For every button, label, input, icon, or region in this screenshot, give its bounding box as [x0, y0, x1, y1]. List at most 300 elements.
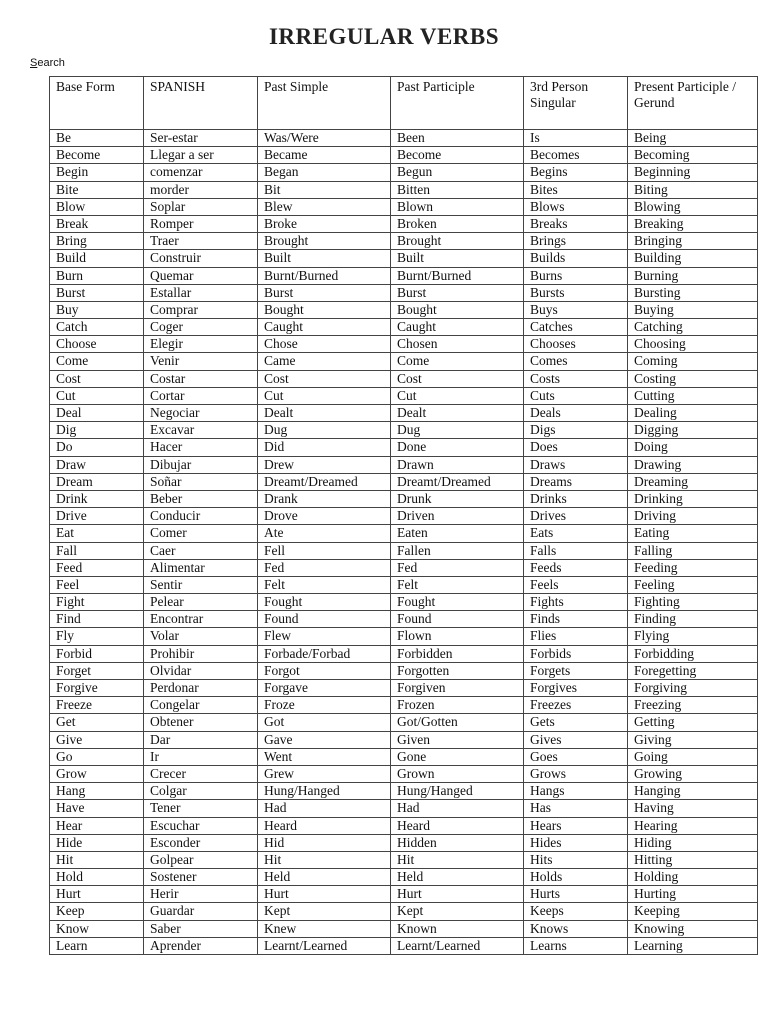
table-row [50, 422, 758, 439]
spanish-cell: comenzar [144, 164, 258, 181]
past-simple-cell: Had [258, 800, 391, 817]
spanish-cell: Aprender [144, 937, 258, 954]
gerund-cell: Learning [628, 937, 758, 954]
spanish-cell: Dibujar [144, 456, 258, 473]
past-simple-cell: Felt [258, 576, 391, 593]
past-participle-cell: Heard [391, 817, 524, 834]
table-row [50, 851, 758, 868]
base-form-cell: Freeze [50, 697, 144, 714]
third-person-cell: Deals [524, 405, 628, 422]
gerund-cell: Flying [628, 628, 758, 645]
past-participle-cell: Cost [391, 370, 524, 387]
gerund-cell: Blowing [628, 198, 758, 215]
table-row [50, 490, 758, 507]
third-person-cell: Hurts [524, 886, 628, 903]
past-simple-cell: Burnt/Burned [258, 267, 391, 284]
gerund-cell: Burning [628, 267, 758, 284]
past-participle-cell: Dealt [391, 405, 524, 422]
gerund-cell: Becoming [628, 147, 758, 164]
gerund-cell: Having [628, 800, 758, 817]
base-form-cell: Become [50, 147, 144, 164]
spanish-cell: Escuchar [144, 817, 258, 834]
third-person-cell: Draws [524, 456, 628, 473]
gerund-cell: Hurting [628, 886, 758, 903]
table-row [50, 319, 758, 336]
gerund-cell: Buying [628, 301, 758, 318]
spanish-cell: Golpear [144, 851, 258, 868]
third-person-cell: Fights [524, 594, 628, 611]
past-participle-cell: Drunk [391, 490, 524, 507]
third-person-cell: Has [524, 800, 628, 817]
base-form-cell: Blow [50, 198, 144, 215]
past-simple-cell: Forbade/Forbad [258, 645, 391, 662]
table-row [50, 937, 758, 954]
gerund-cell: Hearing [628, 817, 758, 834]
gerund-cell: Falling [628, 542, 758, 559]
past-simple-cell: Found [258, 611, 391, 628]
header-spanish: SPANISH [144, 77, 258, 130]
spanish-cell: Perdonar [144, 680, 258, 697]
past-participle-cell: Forgiven [391, 680, 524, 697]
gerund-cell: Being [628, 130, 758, 147]
past-participle-cell: Hit [391, 851, 524, 868]
past-participle-cell: Bought [391, 301, 524, 318]
spanish-cell: Traer [144, 233, 258, 250]
past-simple-cell: Built [258, 250, 391, 267]
third-person-cell: Forgives [524, 680, 628, 697]
past-simple-cell: Brought [258, 233, 391, 250]
spanish-cell: Conducir [144, 508, 258, 525]
base-form-cell: Have [50, 800, 144, 817]
past-participle-cell: Hung/Hanged [391, 783, 524, 800]
base-form-cell: Cost [50, 370, 144, 387]
spanish-cell: Caer [144, 542, 258, 559]
past-participle-cell: Burnt/Burned [391, 267, 524, 284]
spanish-cell: Ser-estar [144, 130, 258, 147]
third-person-cell: Begins [524, 164, 628, 181]
table-row [50, 714, 758, 731]
spanish-cell: Soñar [144, 473, 258, 490]
base-form-cell: Get [50, 714, 144, 731]
past-participle-cell: Blown [391, 198, 524, 215]
past-participle-cell: Fallen [391, 542, 524, 559]
table-row [50, 628, 758, 645]
past-participle-cell: Chosen [391, 336, 524, 353]
past-participle-cell: Grown [391, 765, 524, 782]
table-row [50, 869, 758, 886]
gerund-cell: Forgiving [628, 680, 758, 697]
past-simple-cell: Forgave [258, 680, 391, 697]
past-simple-cell: Flew [258, 628, 391, 645]
spanish-cell: Congelar [144, 697, 258, 714]
base-form-cell: Keep [50, 903, 144, 920]
past-participle-cell: Dug [391, 422, 524, 439]
spanish-cell: Prohibir [144, 645, 258, 662]
base-form-cell: Buy [50, 301, 144, 318]
third-person-cell: Goes [524, 748, 628, 765]
third-person-cell: Is [524, 130, 628, 147]
gerund-cell: Forbidding [628, 645, 758, 662]
gerund-cell: Freezing [628, 697, 758, 714]
base-form-cell: Find [50, 611, 144, 628]
spanish-cell: Estallar [144, 284, 258, 301]
third-person-cell: Catches [524, 319, 628, 336]
past-simple-cell: Drank [258, 490, 391, 507]
past-participle-cell: Gone [391, 748, 524, 765]
base-form-cell: Drive [50, 508, 144, 525]
table-row [50, 147, 758, 164]
base-form-cell: Learn [50, 937, 144, 954]
table-row [50, 817, 758, 834]
past-participle-cell: Cut [391, 387, 524, 404]
base-form-cell: Fly [50, 628, 144, 645]
past-simple-cell: Grew [258, 765, 391, 782]
base-form-cell: Feel [50, 576, 144, 593]
gerund-cell: Hiding [628, 834, 758, 851]
past-participle-cell: Found [391, 611, 524, 628]
past-simple-cell: Caught [258, 319, 391, 336]
past-simple-cell: Got [258, 714, 391, 731]
header-base-form: Base Form [50, 77, 144, 130]
third-person-cell: Hears [524, 817, 628, 834]
third-person-cell: Forgets [524, 662, 628, 679]
spanish-cell: Esconder [144, 834, 258, 851]
gerund-cell: Going [628, 748, 758, 765]
gerund-cell: Catching [628, 319, 758, 336]
past-simple-cell: Dreamt/Dreamed [258, 473, 391, 490]
table-row [50, 215, 758, 232]
past-simple-cell: Began [258, 164, 391, 181]
gerund-cell: Fighting [628, 594, 758, 611]
third-person-cell: Grows [524, 765, 628, 782]
base-form-cell: Fall [50, 542, 144, 559]
table-row [50, 662, 758, 679]
gerund-cell: Feeding [628, 559, 758, 576]
spanish-cell: Sostener [144, 869, 258, 886]
table-row [50, 525, 758, 542]
table-row [50, 250, 758, 267]
gerund-cell: Costing [628, 370, 758, 387]
past-participle-cell: Begun [391, 164, 524, 181]
spanish-cell: Ir [144, 748, 258, 765]
base-form-cell: Burn [50, 267, 144, 284]
table-row [50, 886, 758, 903]
third-person-cell: Buys [524, 301, 628, 318]
spanish-cell: Volar [144, 628, 258, 645]
third-person-cell: Hits [524, 851, 628, 868]
page-title: IRREGULAR VERBS [268, 24, 500, 49]
past-simple-cell: Hit [258, 851, 391, 868]
spanish-cell: Costar [144, 370, 258, 387]
base-form-cell: Build [50, 250, 144, 267]
table-row [50, 800, 758, 817]
table-row [50, 387, 758, 404]
base-form-cell: Know [50, 920, 144, 937]
gerund-cell: Drawing [628, 456, 758, 473]
table-row [50, 508, 758, 525]
gerund-cell: Getting [628, 714, 758, 731]
third-person-cell: Falls [524, 542, 628, 559]
search-link-label: earch [37, 57, 65, 69]
gerund-cell: Doing [628, 439, 758, 456]
past-simple-cell: Went [258, 748, 391, 765]
past-participle-cell: Given [391, 731, 524, 748]
base-form-cell: Begin [50, 164, 144, 181]
third-person-cell: Flies [524, 628, 628, 645]
third-person-cell: Burns [524, 267, 628, 284]
table-row [50, 456, 758, 473]
gerund-cell: Foregetting [628, 662, 758, 679]
table-row [50, 267, 758, 284]
base-form-cell: Give [50, 731, 144, 748]
past-simple-cell: Heard [258, 817, 391, 834]
base-form-cell: Hold [50, 869, 144, 886]
third-person-cell: Breaks [524, 215, 628, 232]
third-person-cell: Digs [524, 422, 628, 439]
past-simple-cell: Blew [258, 198, 391, 215]
table-row [50, 473, 758, 490]
third-person-cell: Hangs [524, 783, 628, 800]
third-person-cell: Learns [524, 937, 628, 954]
base-form-cell: Hear [50, 817, 144, 834]
table-row [50, 783, 758, 800]
past-participle-cell: Become [391, 147, 524, 164]
past-participle-cell: Felt [391, 576, 524, 593]
past-simple-cell: Ate [258, 525, 391, 542]
table-row [50, 542, 758, 559]
irregular-verbs-table [49, 76, 758, 955]
gerund-cell: Hitting [628, 851, 758, 868]
past-simple-cell: Knew [258, 920, 391, 937]
spanish-cell: Comprar [144, 301, 258, 318]
table-row [50, 164, 758, 181]
third-person-cell: Bites [524, 181, 628, 198]
past-simple-cell: Kept [258, 903, 391, 920]
past-simple-cell: Dealt [258, 405, 391, 422]
table-row [50, 680, 758, 697]
spanish-cell: Romper [144, 215, 258, 232]
spanish-cell: Encontrar [144, 611, 258, 628]
past-simple-cell: Chose [258, 336, 391, 353]
table-row [50, 405, 758, 422]
past-participle-cell: Caught [391, 319, 524, 336]
spanish-cell: Elegir [144, 336, 258, 353]
table-row [50, 611, 758, 628]
past-simple-cell: Fed [258, 559, 391, 576]
third-person-cell: Costs [524, 370, 628, 387]
past-simple-cell: Came [258, 353, 391, 370]
past-participle-cell: Got/Gotten [391, 714, 524, 731]
spanish-cell: Tener [144, 800, 258, 817]
past-participle-cell: Eaten [391, 525, 524, 542]
base-form-cell: Catch [50, 319, 144, 336]
third-person-cell: Dreams [524, 473, 628, 490]
third-person-cell: Cuts [524, 387, 628, 404]
gerund-cell: Hanging [628, 783, 758, 800]
past-simple-cell: Bought [258, 301, 391, 318]
table-row [50, 370, 758, 387]
gerund-cell: Growing [628, 765, 758, 782]
past-participle-cell: Driven [391, 508, 524, 525]
spanish-cell: Soplar [144, 198, 258, 215]
spanish-cell: Excavar [144, 422, 258, 439]
gerund-cell: Feeling [628, 576, 758, 593]
table-row [50, 233, 758, 250]
past-participle-cell: Burst [391, 284, 524, 301]
past-simple-cell: Was/Were [258, 130, 391, 147]
past-participle-cell: Come [391, 353, 524, 370]
spanish-cell: Comer [144, 525, 258, 542]
past-participle-cell: Known [391, 920, 524, 937]
past-simple-cell: Forgot [258, 662, 391, 679]
past-participle-cell: Bitten [391, 181, 524, 198]
past-simple-cell: Drew [258, 456, 391, 473]
header-past-participle: Past Participle [391, 77, 524, 130]
base-form-cell: Come [50, 353, 144, 370]
spanish-cell: Sentir [144, 576, 258, 593]
past-simple-cell: Fought [258, 594, 391, 611]
table-row [50, 697, 758, 714]
gerund-cell: Giving [628, 731, 758, 748]
search-link[interactable] [30, 57, 65, 69]
third-person-cell: Finds [524, 611, 628, 628]
past-simple-cell: Hid [258, 834, 391, 851]
base-form-cell: Bring [50, 233, 144, 250]
gerund-cell: Biting [628, 181, 758, 198]
spanish-cell: Construir [144, 250, 258, 267]
search-link-accesskey: S [30, 57, 38, 69]
table-row [50, 336, 758, 353]
gerund-cell: Beginning [628, 164, 758, 181]
base-form-cell: Hit [50, 851, 144, 868]
past-simple-cell: Hung/Hanged [258, 783, 391, 800]
past-simple-cell: Dug [258, 422, 391, 439]
base-form-cell: Hide [50, 834, 144, 851]
table-row [50, 765, 758, 782]
base-form-cell: Feed [50, 559, 144, 576]
third-person-cell: Does [524, 439, 628, 456]
table-row [50, 301, 758, 318]
past-simple-cell: Did [258, 439, 391, 456]
third-person-cell: Forbids [524, 645, 628, 662]
gerund-cell: Coming [628, 353, 758, 370]
header-present-participle-gerund: Present Participle / Gerund [628, 77, 758, 130]
third-person-cell: Feeds [524, 559, 628, 576]
base-form-cell: Dig [50, 422, 144, 439]
past-simple-cell: Cut [258, 387, 391, 404]
past-participle-cell: Done [391, 439, 524, 456]
spanish-cell: Venir [144, 353, 258, 370]
table-row [50, 439, 758, 456]
table-row [50, 748, 758, 765]
gerund-cell: Eating [628, 525, 758, 542]
past-participle-cell: Kept [391, 903, 524, 920]
third-person-cell: Holds [524, 869, 628, 886]
base-form-cell: Do [50, 439, 144, 456]
third-person-cell: Comes [524, 353, 628, 370]
base-form-cell: Drink [50, 490, 144, 507]
table-row [50, 284, 758, 301]
spanish-cell: Quemar [144, 267, 258, 284]
past-simple-cell: Drove [258, 508, 391, 525]
past-participle-cell: Brought [391, 233, 524, 250]
past-simple-cell: Learnt/Learned [258, 937, 391, 954]
third-person-cell: Freezes [524, 697, 628, 714]
spanish-cell: Pelear [144, 594, 258, 611]
past-participle-cell: Hidden [391, 834, 524, 851]
third-person-cell: Builds [524, 250, 628, 267]
spanish-cell: Hacer [144, 439, 258, 456]
table-row [50, 559, 758, 576]
gerund-cell: Dreaming [628, 473, 758, 490]
past-simple-cell: Broke [258, 215, 391, 232]
table-row [50, 920, 758, 937]
third-person-cell: Brings [524, 233, 628, 250]
past-participle-cell: Forbidden [391, 645, 524, 662]
spanish-cell: Herir [144, 886, 258, 903]
spanish-cell: Cortar [144, 387, 258, 404]
past-participle-cell: Forgotten [391, 662, 524, 679]
table-row [50, 181, 758, 198]
past-simple-cell: Froze [258, 697, 391, 714]
spanish-cell: Negociar [144, 405, 258, 422]
table-row [50, 576, 758, 593]
gerund-cell: Driving [628, 508, 758, 525]
third-person-cell: Gets [524, 714, 628, 731]
past-simple-cell: Bit [258, 181, 391, 198]
third-person-cell: Drives [524, 508, 628, 525]
base-form-cell: Eat [50, 525, 144, 542]
table-row [50, 731, 758, 748]
base-form-cell: Forget [50, 662, 144, 679]
third-person-cell: Becomes [524, 147, 628, 164]
base-form-cell: Dream [50, 473, 144, 490]
base-form-cell: Fight [50, 594, 144, 611]
base-form-cell: Forbid [50, 645, 144, 662]
base-form-cell: Cut [50, 387, 144, 404]
third-person-cell: Hides [524, 834, 628, 851]
spanish-cell: Dar [144, 731, 258, 748]
past-simple-cell: Burst [258, 284, 391, 301]
spanish-cell: Beber [144, 490, 258, 507]
spanish-cell: Obtener [144, 714, 258, 731]
gerund-cell: Drinking [628, 490, 758, 507]
gerund-cell: Breaking [628, 215, 758, 232]
spanish-cell: Alimentar [144, 559, 258, 576]
gerund-cell: Finding [628, 611, 758, 628]
third-person-cell: Gives [524, 731, 628, 748]
spanish-cell: Coger [144, 319, 258, 336]
past-participle-cell: Drawn [391, 456, 524, 473]
past-participle-cell: Hurt [391, 886, 524, 903]
table-header [50, 77, 758, 130]
past-simple-cell: Fell [258, 542, 391, 559]
header-third-person-singular: 3rd Person Singular [524, 77, 628, 130]
past-participle-cell: Been [391, 130, 524, 147]
past-simple-cell: Hurt [258, 886, 391, 903]
header-past-simple: Past Simple [258, 77, 391, 130]
past-participle-cell: Had [391, 800, 524, 817]
past-participle-cell: Broken [391, 215, 524, 232]
spanish-cell: Olvidar [144, 662, 258, 679]
past-participle-cell: Frozen [391, 697, 524, 714]
table-row [50, 903, 758, 920]
spanish-cell: Crecer [144, 765, 258, 782]
spanish-cell: Llegar a ser [144, 147, 258, 164]
spanish-cell: morder [144, 181, 258, 198]
past-participle-cell: Learnt/Learned [391, 937, 524, 954]
past-simple-cell: Cost [258, 370, 391, 387]
